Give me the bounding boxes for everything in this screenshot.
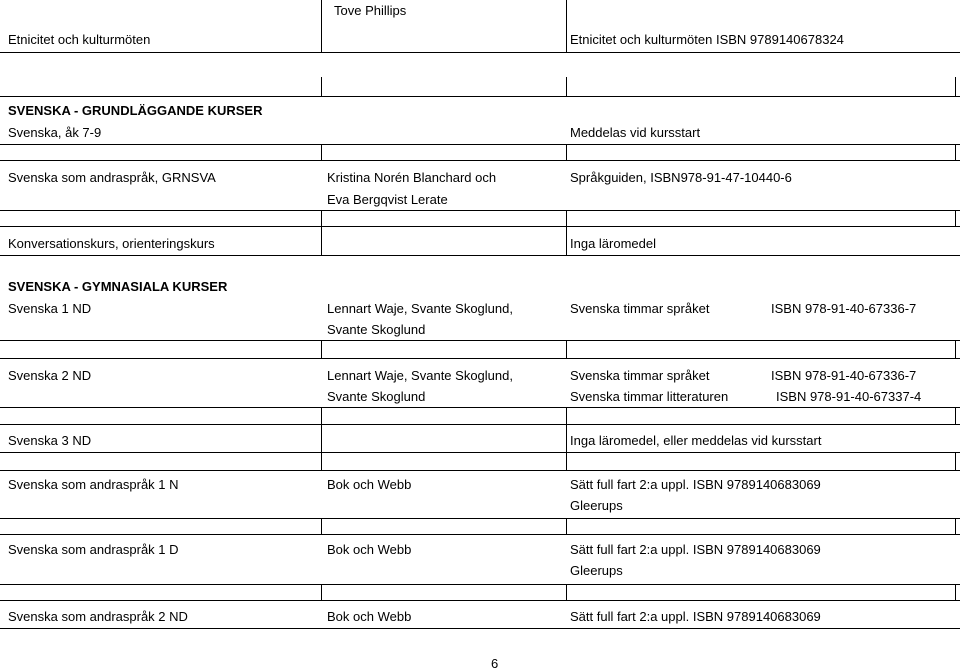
row-book-2: Gleerups <box>570 563 623 578</box>
row-book: Sätt full fart 2:a uppl. ISBN 9789140683069 <box>570 609 821 624</box>
row-book: Sätt full fart 2:a uppl. ISBN 9789140683069 <box>570 542 821 557</box>
row-author: Kristina Norén Blanchard och <box>327 170 497 185</box>
row-course: Svenska som andraspråk 1 N <box>8 477 179 492</box>
row-book: Språkguiden, ISBN978-91-47-10440-6 <box>570 170 792 185</box>
row-author: Bok och Webb <box>327 542 412 557</box>
row-book: Inga läromedel <box>570 236 656 251</box>
row-book-2: Gleerups <box>570 498 623 513</box>
header-course: Etnicitet och kulturmöten <box>8 32 151 47</box>
row-book: Inga läromedel, eller meddelas vid kursstart <box>570 433 822 448</box>
row-course: Svenska som andraspråk, GRNSVA <box>8 170 216 185</box>
row-course: Svenska 1 ND <box>8 301 92 316</box>
row-author: Bok och Webb <box>327 609 412 624</box>
row-author-2: Eva Bergqvist Lerate <box>327 192 448 207</box>
row-book-2: Svenska timmar litteraturen <box>570 389 729 404</box>
row-book: Sätt full fart 2:a uppl. ISBN 9789140683069 <box>570 477 821 492</box>
row-book: Svenska timmar språket <box>570 301 710 316</box>
row-author-2: Svante Skoglund <box>327 389 426 404</box>
row-book: Meddelas vid kursstart <box>570 125 701 140</box>
row-author: Lennart Waje, Svante Skoglund, <box>327 301 513 316</box>
header-book: Etnicitet och kulturmöten ISBN 9789140678324 <box>570 32 844 47</box>
row-course: Svenska som andraspråk 1 D <box>8 542 179 557</box>
row-author-2: Svante Skoglund <box>327 322 426 337</box>
row-course: Svenska 3 ND <box>8 433 92 448</box>
row-author: Bok och Webb <box>327 477 412 492</box>
page-number: 6 <box>491 656 499 671</box>
row-isbn-2: ISBN 978-91-40-67337-4 <box>776 389 922 404</box>
header-author: Tove Phillips <box>334 3 407 18</box>
row-isbn: ISBN 978-91-40-67336-7 <box>771 301 917 316</box>
row-course: Svenska 2 ND <box>8 368 92 383</box>
row-course: Svenska som andraspråk 2 ND <box>8 609 188 624</box>
section-title: SVENSKA - GRUNDLÄGGANDE KURSER <box>8 103 263 118</box>
section-title: SVENSKA - GYMNASIALA KURSER <box>8 279 228 294</box>
row-course: Svenska, åk 7-9 <box>8 125 102 140</box>
row-book: Svenska timmar språket <box>570 368 710 383</box>
row-isbn: ISBN 978-91-40-67336-7 <box>771 368 917 383</box>
row-course: Konversationskurs, orienteringskurs <box>8 236 215 251</box>
row-author: Lennart Waje, Svante Skoglund, <box>327 368 513 383</box>
